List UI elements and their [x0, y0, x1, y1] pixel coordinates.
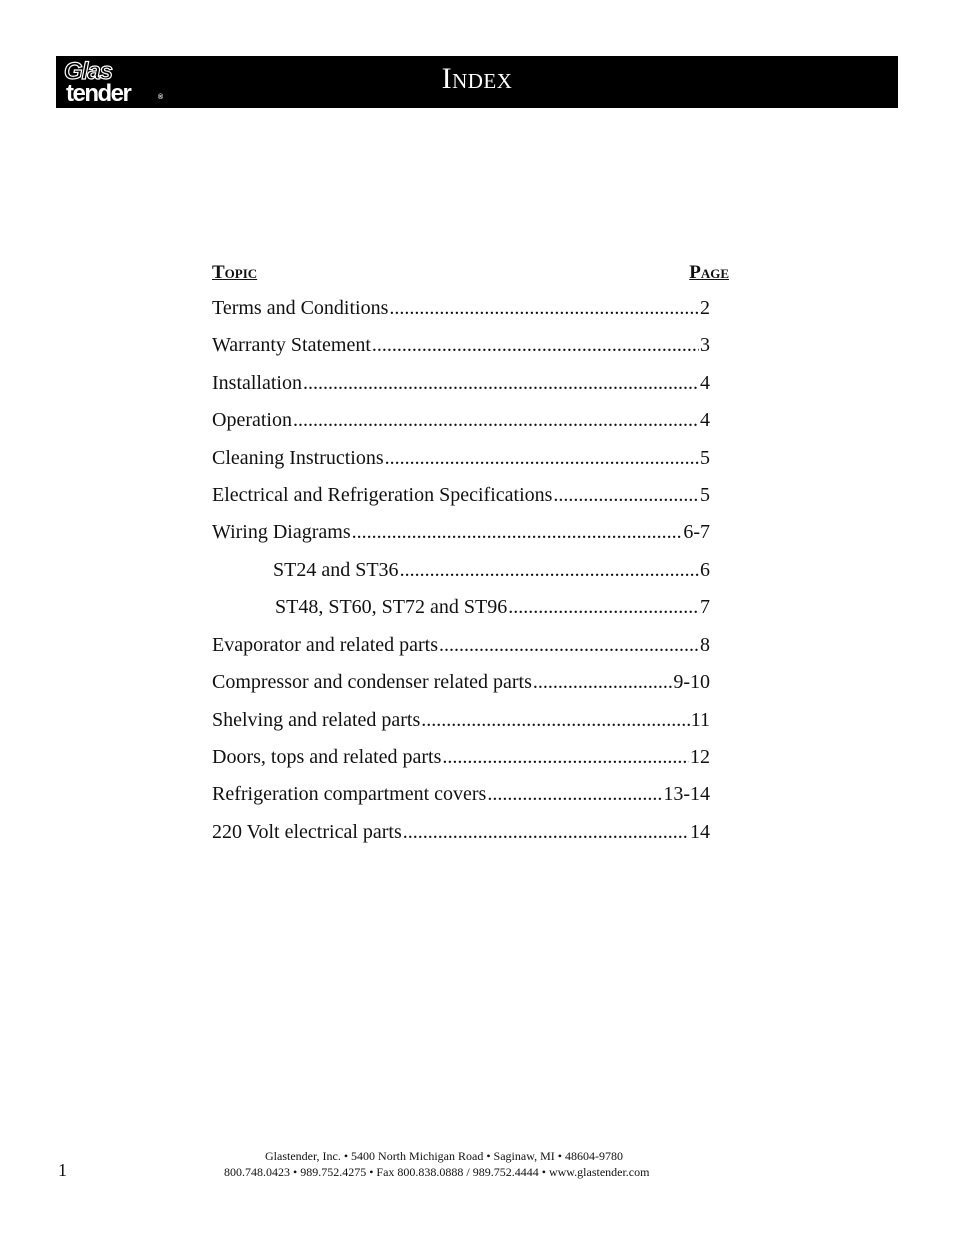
toc-entry-page: 8 [700, 634, 710, 656]
toc-entry-page: 12 [690, 746, 710, 768]
toc-entry-page: 6-7 [683, 521, 710, 543]
toc-entry-covers [212, 783, 710, 806]
toc-entry-page: 13-14 [663, 783, 710, 805]
toc-entry-title: Warranty Statement [212, 334, 371, 356]
toc-entry-title: Cleaning Instructions [212, 447, 384, 469]
toc-entry-title: Terms and Conditions [212, 297, 389, 319]
toc-entry-wiring [212, 521, 710, 544]
dot-leader [439, 634, 699, 657]
dot-leader [403, 821, 689, 844]
toc-entry-title: Wiring Diagrams [212, 521, 351, 543]
toc-entry-specifications [212, 484, 710, 507]
toc-entry-title: Installation [212, 372, 302, 394]
toc-subentry-st48 [275, 596, 710, 619]
dot-leader [372, 334, 699, 357]
dot-leader [389, 297, 699, 320]
dot-leader [293, 409, 699, 432]
topic-column-header: Topic [212, 262, 258, 283]
toc-entry-page: 4 [700, 372, 710, 394]
toc-subentry-st24 [273, 559, 710, 582]
toc-entry-220-volt [212, 821, 710, 844]
toc-entry-installation [212, 372, 710, 395]
page-column-header: Page [689, 262, 729, 283]
toc-entry-page: 6 [700, 559, 710, 581]
toc-entry-title: ST48, ST60, ST72 and ST96 [275, 596, 508, 618]
toc-entry-title: Refrigeration compartment covers [212, 783, 487, 805]
toc-entry-page: 2 [700, 297, 710, 319]
dot-leader [385, 447, 699, 470]
toc-entry-page: 11 [690, 709, 710, 731]
toc-entry-cleaning [212, 447, 710, 470]
page-title: Index [441, 62, 513, 95]
toc-entry-title: Evaporator and related parts [212, 634, 439, 656]
toc-entry-title: ST24 and ST36 [273, 559, 399, 581]
toc-entry-title: Shelving and related parts [212, 709, 421, 731]
dot-leader [442, 746, 689, 769]
dot-leader [303, 372, 699, 395]
toc-entry-page: 9-10 [673, 671, 710, 693]
toc-entry-compressor [212, 671, 710, 694]
dot-leader [553, 484, 699, 507]
toc-entry-operation [212, 409, 710, 432]
toc-entry-title: Doors, tops and related parts [212, 746, 442, 768]
logo-text-top: Glas [64, 58, 113, 85]
logo-text-bottom: tender [66, 80, 131, 107]
toc-entry-page: 14 [690, 821, 710, 843]
toc-entry-page: 4 [700, 409, 710, 431]
dot-leader [533, 671, 672, 694]
toc-entry-page: 5 [700, 484, 710, 506]
toc-entry-evaporator [212, 634, 710, 657]
header-bar [56, 56, 898, 108]
toc-entry-shelving [212, 709, 710, 732]
toc-entry-terms [212, 297, 710, 320]
toc-header [212, 262, 732, 288]
table-of-contents [212, 262, 732, 843]
dot-leader [421, 709, 689, 732]
footer-address: Glastender, Inc. • 5400 North Michigan Road • Saginaw, MI • 48604-9780 [265, 1149, 623, 1163]
toc-entry-page: 5 [700, 447, 710, 469]
footer-contact: 800.748.0423 • 989.752.4275 • Fax 800.838.0888 / 989.752.4444 • www.glastender.com [224, 1165, 650, 1179]
dot-leader [487, 783, 662, 806]
dot-leader [352, 521, 683, 544]
page-number: 1 [58, 1160, 67, 1180]
toc-entry-title: Compressor and condenser related parts [212, 671, 532, 693]
toc-entry-doors [212, 746, 710, 769]
registered-mark: ® [158, 94, 164, 101]
toc-entry-page: 3 [700, 334, 710, 356]
toc-entry-title: Operation [212, 409, 292, 431]
dot-leader [508, 596, 699, 619]
toc-entry-page: 7 [700, 596, 710, 618]
toc-entry-title: Electrical and Refrigeration Specifications [212, 484, 553, 506]
toc-entry-warranty [212, 334, 710, 357]
dot-leader [400, 559, 699, 582]
toc-entry-title: 220 Volt electrical parts [212, 821, 402, 843]
